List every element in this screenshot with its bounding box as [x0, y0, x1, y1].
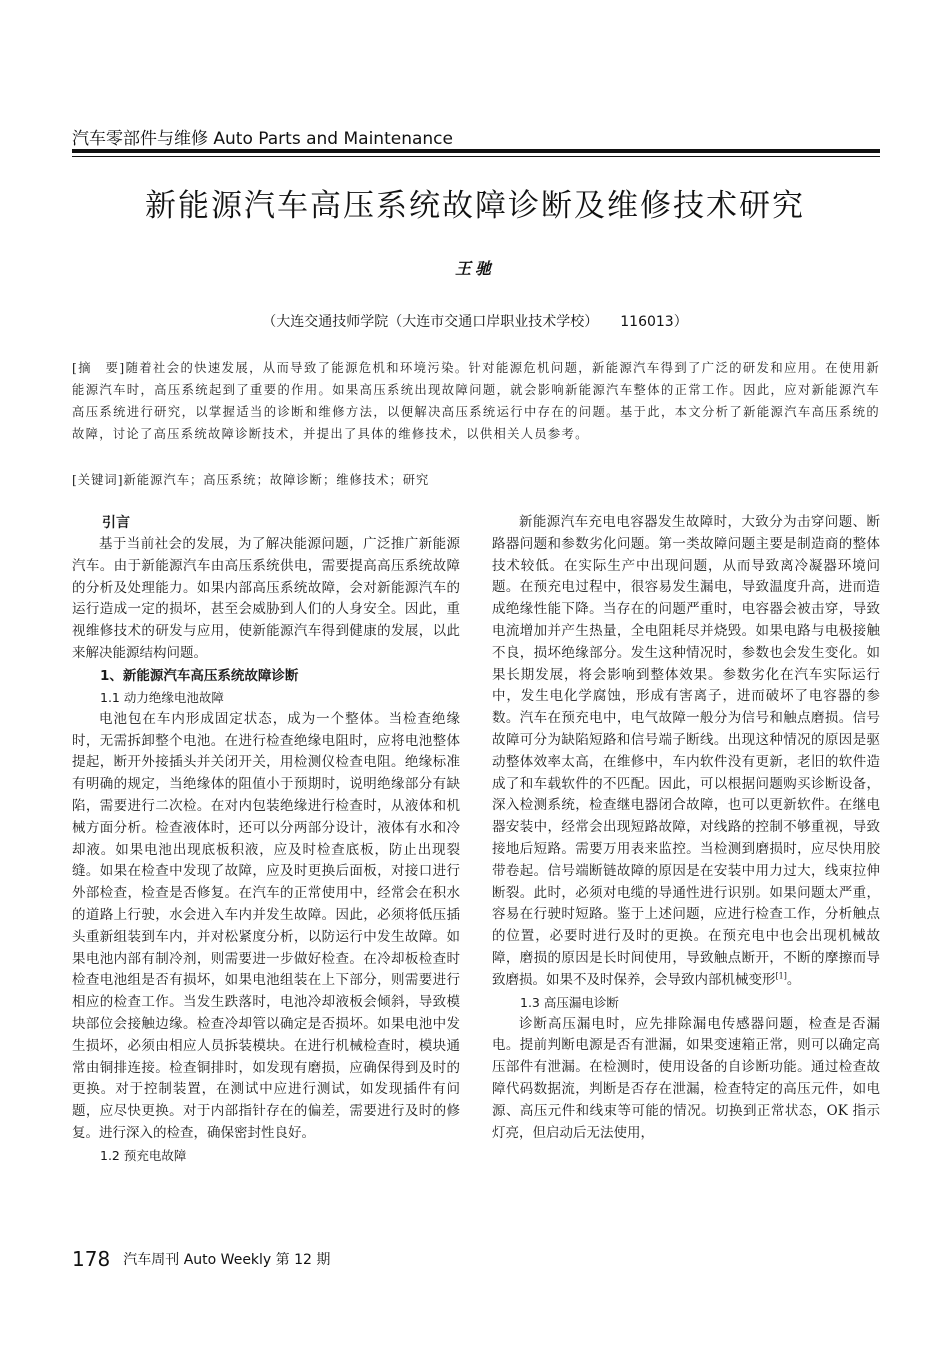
section-1-2-end: 。: [786, 971, 801, 988]
right-column: [492, 512, 880, 1144]
footer-journal: 汽车周刊 Auto Weekly 第 12 期: [123, 1252, 331, 1268]
left-column: [72, 512, 460, 1167]
affiliation-postcode: 116013）: [620, 314, 688, 330]
author-name: 王驰: [454, 259, 495, 278]
affiliation: [0, 311, 950, 331]
affiliation-institution: （大连交通技师学院（大连市交通口岸职业技术学校）: [262, 314, 599, 330]
header-rule-thick: [72, 149, 880, 153]
page-number: 178: [72, 1247, 111, 1271]
section-1-2-text: 新能源汽车充电电容器发生故障时，大致分为击穿问题、断路器问题和参数劣化问题。第一类故障问题主要是制造商的整体技术较低。在实际生产中出现问题，从而导致离冷凝器环境问题。在预充电过程中，很容易发生漏电，导致温度升高，进而造成绝缘性能下降。当存在的问题严重时，电容器会被击穿，导致电流增加并产生热量，全电阻耗尽并烧毁。如果电路与电极接触不良，损坏绝缘部分。发生这种情况时，参数也会发生变化。如果长期发展，将会影响到整体效果。参数劣化在汽车实际运行中，发生电化学腐蚀，形成有害离子，进而破坏了电容器的参数。汽车在预充电中，电气故障一般分为信号和触点磨损。信号故障可分为缺陷短路和信号端子断线。出现这种情况的原因是驱动整体效率太高，在维修中，车内软件没有更新，老旧的软件造成了和车载软件的不匹配。因此，可以根据问题购买诊断设备，深入检测系统，检查继电器闭合故障，也可以更新软件。在继电器安装中，经常会出现短路故障，对线路的控制不够重视，导致接地后短路。需要万用表来监控。当检测到磨损时，应尽快用胶带卷起。信号端断链故障的原因是在安装中用力过大，线束拉伸断裂。此时，必须对电缆的导通性进行识别。如果问题太严重，容易在行驶时短路。鉴于上述问题，应进行检查工作，分析触点的位置，必要时进行及时的更换。在预充电中也会出现机械故障，磨损的原因是长时间使用，导致触点断开，不断的摩擦而导致磨损。如果不及时保养，会导致内部机械变形: [492, 514, 880, 988]
section-1-1-heading: 1.1 动力绝缘电池故障: [100, 689, 224, 705]
header-rule-thin: [72, 156, 880, 157]
intro-paragraph: 基于当前社会的发展，为了解决能源问题，广泛推广新能源汽车。由于新能源汽车由高压系统供电，需要提高高压系统故障的分析及处理能力。如果内部高压系统故障，会对新能源汽车的运行造成一定的损坏，甚至会威胁到人们的人身安全。因此，重视维修技术的研发与应用，使新能源汽车得到健康的发展，以此来解决能源结构问题。: [72, 536, 460, 661]
section-1-heading: 1、新能源汽车高压系统故障诊断: [100, 667, 299, 684]
page-footer: [72, 1247, 330, 1271]
abstract: [72, 357, 880, 445]
section-1-3-heading: 1.3 高压漏电诊断: [520, 994, 619, 1010]
section-1-2-heading: 1.2 预充电故障: [100, 1147, 187, 1163]
section-1-3-paragraph: 诊断高压漏电时，应先排除漏电传感器问题，检查是否漏电。提前判断电源是否有泄漏，如果变速箱正常，则可以确定高压部件有泄漏。在检测时，使用设备的自诊断功能。通过检查故障代码数据流，判断是否存在泄漏，检查特定的高压元件，如电源、高压元件和线束等可能的情况。切换到正常状态，OK 指示灯亮，但启动后无法使用，: [492, 1015, 880, 1141]
citation-ref: [1]: [775, 971, 787, 981]
paper-title: 新能源汽车高压系统故障诊断及维修技术研究: [145, 188, 805, 224]
journal-header: 汽车零部件与维修 Auto Parts and Maintenance: [72, 129, 453, 149]
keywords: [72, 469, 880, 491]
section-1-1-paragraph: 电池包在车内形成固定状态，成为一个整体。当检查绝缘时，无需拆卸整个电池。在进行检查绝缘电阻时，应将电池整体提起，断开外接插头并关闭开关，用检测仪检查电阻。绝缘标准有明确的规定，当绝缘体的阻值小于预期时，说明绝缘部分有缺陷，需要进行二次检。在对内包装绝缘进行检查时，从液体和机械方面分析。检查液体时，还可以分两部分设计，液体有水和冷却液。如果电池出现底板积液，应及时检查底板，防止出现裂缝。如果在检查中发现了故障，应及时更换后面板，对接口进行外部检查，检查是否修复。在汽车的正常使用中，经常会在积水的道路上行驶，水会进入车内并发生故障。因此，必须将低压插头重新组装到车内，并对松紧度分析，以防运行中发生故障。如果电池内部有制冷剂，则需要进一步做好检查。在冷却板检查时检查电池组是否有损坏，如果电池组装在上下部分，则需要进行相应的检查工作。当发生跌落时，电池冷却液板会倾斜，导致模块部位会接触边缘。检查冷却管以确定是否损坏。如果电池中发生损坏，必须由相应人员拆装模块。在进行机械检查时，模块通常由铜排连接。检查铜排时，如发现有磨损，应确保得到及时的更换。对于控制装置，在测试中应进行测试，如发现插件有问题，应尽快更换。对于内部指针存在的偏差，需要进行及时的修复。进行深入的检查，确保密封性良好。: [72, 710, 460, 1141]
keywords-text: 新能源汽车；高压系统；故障诊断；维修技术；研究: [123, 473, 430, 487]
abstract-text: 随着社会的快速发展，从而导致了能源危机和环境污染。针对能源危机问题，新能源汽车得到了广泛的研发和应用。在使用新能源汽车时，高压系统起到了重要的作用。如果高压系统出现故障问题，就会影响新能源汽车整体的正常工作。因此，应对新能源汽车高压系统进行研究，以掌握适当的诊断和维修方法，以便解决高压系统运行中存在的问题。基于此，本文分析了新能源汽车高压系统的故障，讨论了高压系统故障诊断技术，并提出了具体的维修技术，以供相关人员参考。: [72, 361, 880, 441]
abstract-label: [摘 要]: [72, 361, 126, 375]
keywords-label: [关键词]: [72, 473, 124, 487]
intro-heading: 引言: [102, 515, 130, 531]
section-1-2-paragraph: [492, 512, 880, 992]
